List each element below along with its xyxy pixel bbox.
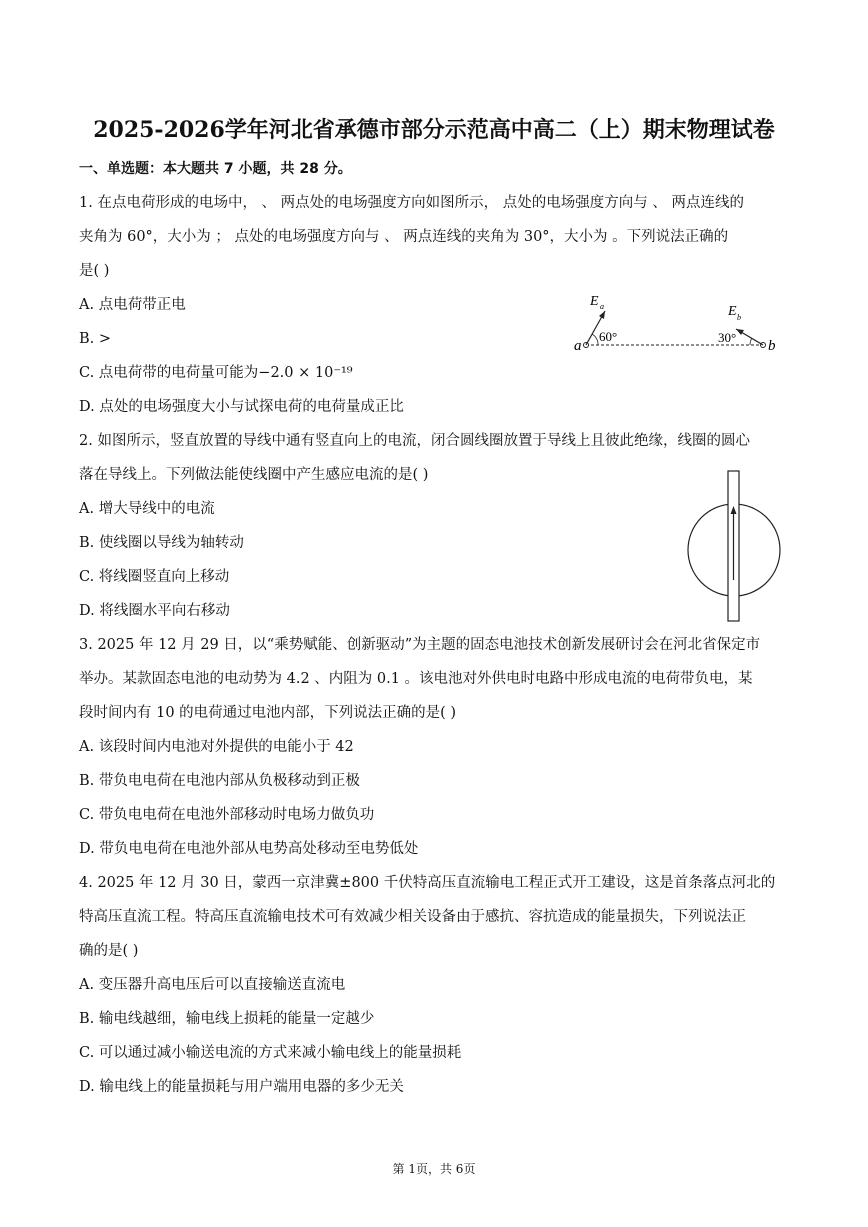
angle-b-label: 30°	[718, 330, 737, 345]
q3-option-b: B. 带负电电荷在电池内部从负极移动到正极	[79, 773, 360, 789]
q4-option-d: D. 输电线上的能量损耗与用户端用电器的多少无关	[79, 1079, 404, 1095]
field-arrow-a-head	[599, 311, 605, 319]
q2-wire-coil-figure	[680, 468, 785, 626]
q2-option-d: D. 将线圈水平向右移动	[79, 603, 230, 619]
field-a-subscript: a	[600, 302, 604, 311]
field-b-subscript: b	[737, 313, 741, 322]
q2-option-c: C. 将线圈竖直向上移动	[79, 569, 230, 585]
q2-stem-line-1: 2. 如图所示，竖直放置的导线中通有竖直向上的电流，闭合圆线圈放置于导线上且彼此绝缘，线圈的圆心	[79, 433, 750, 449]
page-footer: 第 1页，共 6页	[392, 1162, 476, 1176]
field-a-label: E	[590, 294, 599, 309]
q4-stem-line-2: 特高压直流工程。特高压直流输电技术可有效减少相关设备由于感抗、容抗造成的能量损失，下列说法正	[79, 909, 746, 925]
q1-option-c: C. 点电荷带的电荷量可能为−2.0 × 10⁻¹⁹	[79, 365, 353, 381]
q1-stem-line-1: 1. 在点电荷形成的电场中， 、 两点处的电场强度方向如图所示， 点处的电场强度方向与 、 两点连线的	[79, 195, 744, 211]
q3-option-c: C. 带负电电荷在电池外部移动时电场力做负功	[79, 807, 375, 823]
q4-option-b: B. 输电线越细，输电线上损耗的能量一定越少	[79, 1011, 375, 1027]
q2-option-b: B. 使线圈以导线为轴转动	[79, 535, 244, 551]
field-arrow-b-head	[736, 329, 744, 335]
q1-electric-field-figure	[570, 288, 785, 358]
q1-option-d: D. 点处的电场强度大小与试探电荷的电荷量成正比	[79, 399, 404, 415]
q1-option-a: A. 点电荷带正电	[79, 297, 186, 313]
point-a-label: a	[574, 338, 582, 354]
angle-a-label: 60°	[599, 329, 618, 344]
q3-stem-line-2: 举办。某款固态电池的电动势为 4.2 、内阻为 0.1 。该电池对外供电时电路中形成电流的电荷带负电，某	[79, 671, 753, 687]
q4-option-a: A. 变压器升高电压后可以直接输送直流电	[79, 977, 346, 993]
q3-stem-line-3: 段时间内有 10 的电荷通过电池内部，下列说法正确的是( )	[79, 705, 457, 721]
section-heading: 一、单选题：本大题共 7 小题，共 28 分。	[79, 161, 352, 177]
q4-stem-line-1: 4. 2025 年 12 月 30 日，蒙西一京津冀±800 千伏特高压直流输电工程正式开工建设，这是首条落点河北的	[79, 875, 776, 891]
q3-stem-line-1: 3. 2025 年 12 月 29 日，以“乘势赋能、创新驱动”为主题的固态电池技术创新发展研讨会在河北省保定市	[79, 637, 761, 653]
q3-option-d: D. 带负电电荷在电池外部从电势高处移动至电势低处	[79, 841, 419, 857]
q4-stem-line-3: 确的是( )	[79, 943, 139, 959]
q3-option-a: A. 该段时间内电池对外提供的电能小于 42	[79, 739, 354, 755]
q1-option-b: B. >	[79, 331, 112, 347]
q2-stem-line-2: 落在导线上。下列做法能使线圈中产生感应电流的是( )	[79, 467, 429, 483]
point-b-label: b	[768, 338, 776, 354]
q2-option-a: A. 增大导线中的电流	[79, 501, 215, 517]
angle-arc-a	[592, 334, 598, 345]
q1-stem-line-2: 夹角为 60°，大小为 ； 点处的电场强度方向与 、 两点连线的夹角为 30°，大小为 。下列说法正确的	[79, 229, 729, 245]
angle-arc-b	[750, 338, 752, 345]
q4-option-c: C. 可以通过减小输送电流的方式来减小输电线上的能量损耗	[79, 1045, 462, 1061]
q1-stem-line-3: 是( )	[79, 263, 110, 279]
field-b-label: E	[728, 304, 737, 319]
page-title: 2025-2026学年河北省承德市部分示范高中高二（上）期末物理试卷	[93, 117, 775, 143]
